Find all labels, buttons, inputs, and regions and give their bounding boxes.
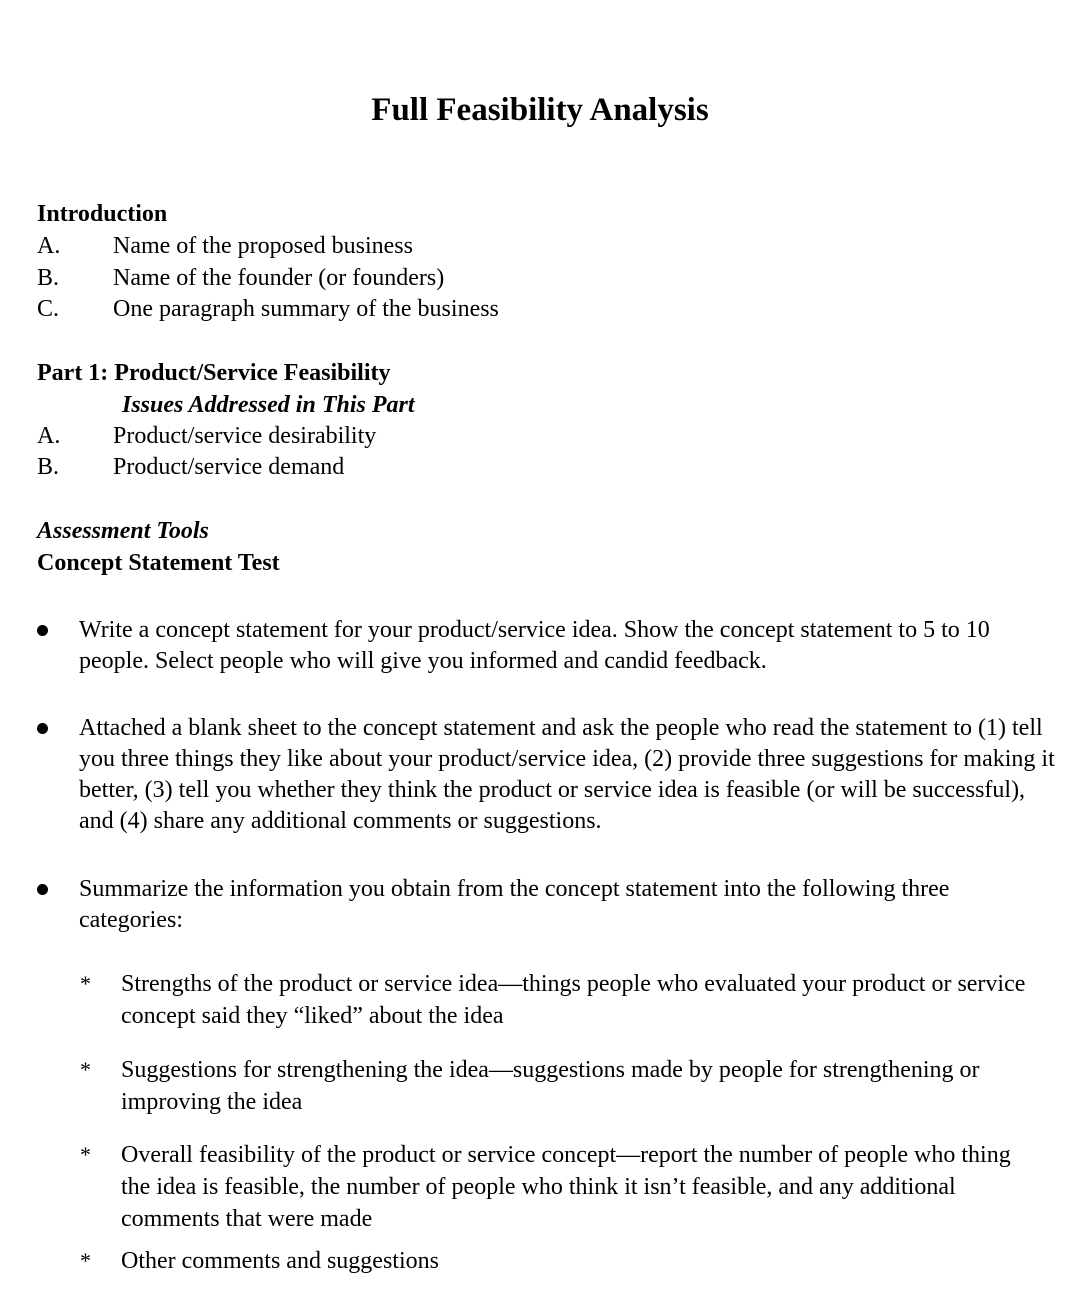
category-item [80, 1139, 1040, 1235]
item-letter: B. [37, 265, 60, 291]
item-text: One paragraph summary of the business [113, 296, 499, 322]
item-letter: A. [37, 423, 61, 449]
item-letter: C. [37, 296, 60, 322]
category-item [80, 968, 1040, 1032]
document-title: Full Feasibility Analysis [371, 92, 709, 128]
category-text: Suggestions for strengthening the idea—suggestions made by people for strengthening or improving the idea [121, 1057, 980, 1115]
part1-item [37, 451, 344, 483]
part1-heading: Part 1: Product/Service Feasibility [37, 360, 391, 386]
category-item [80, 1054, 1040, 1118]
bullet-item [37, 615, 1057, 677]
item-text: Name of the proposed business [113, 233, 413, 259]
concept-test-heading: Concept Statement Test [37, 550, 280, 576]
bullet-text: Summarize the information you obtain from the concept statement into the following three categories: [79, 876, 950, 933]
item-text: Name of the founder (or founders) [113, 265, 445, 291]
item-text: Product/service desirability [113, 423, 377, 449]
bullet-text: Write a concept statement for your product/service idea. Show the concept statement to 5 to 10 people. Select people who will give you informed and candid feedback. [79, 617, 990, 674]
introduction-heading: Introduction [37, 201, 168, 227]
asterisk-icon: * [80, 1142, 91, 1167]
asterisk-icon: * [80, 1057, 91, 1082]
bullet-icon [37, 884, 48, 895]
part1-item [37, 420, 376, 452]
asterisk-icon: * [80, 971, 91, 996]
bullet-text: Attached a blank sheet to the concept statement and ask the people who read the statement to (1) tell you three things they like about your product/service idea, (2) provide three suggestions for making it better, (3) tell you whether they think the product or service idea is feasible (or will be successful), and (4) share any additional comments or suggestions. [79, 715, 1055, 834]
item-letter: A. [37, 233, 61, 259]
assessment-heading: Assessment Tools [37, 518, 209, 544]
category-text: Other comments and suggestions [121, 1248, 439, 1274]
bullet-item [37, 874, 1057, 936]
introduction-item [37, 293, 499, 325]
category-text: Strengths of the product or service idea—things people who evaluated your product or service concept said they “liked” about the idea [121, 971, 1026, 1029]
category-text: Overall feasibility of the product or service concept—report the number of people who thing the idea is feasible, the number of people who think it isn’t feasible, and any additional comments that were made [121, 1142, 1011, 1232]
item-text: Product/service demand [113, 454, 345, 480]
bullet-icon [37, 723, 48, 734]
bullet-item [37, 713, 1057, 837]
category-item [80, 1245, 1040, 1277]
asterisk-icon: * [80, 1248, 91, 1273]
introduction-item [37, 230, 413, 262]
part1-subheading: Issues Addressed in This Part [122, 392, 415, 418]
bullet-icon [37, 625, 48, 636]
introduction-item [37, 262, 444, 294]
item-letter: B. [37, 454, 60, 480]
